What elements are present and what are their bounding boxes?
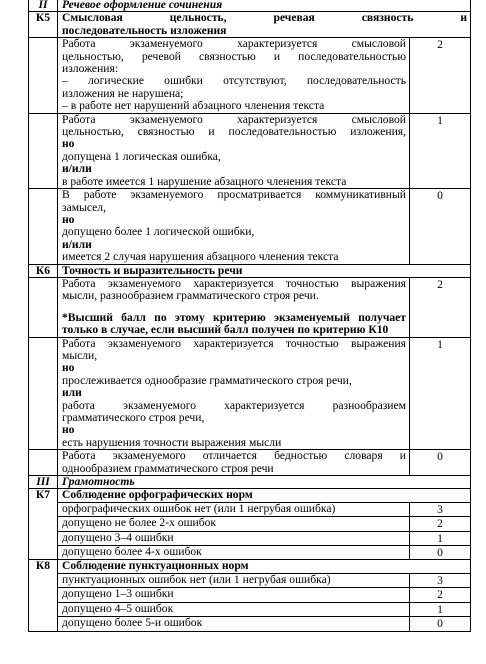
text-line: грамматического строя речи, xyxy=(62,411,205,424)
score-points: 2 xyxy=(410,588,471,602)
text-line: – логические ошибки отсутствуют, последовательность xyxy=(62,74,406,88)
text-line: замысел, xyxy=(62,200,106,214)
score-points: 1 xyxy=(410,113,471,188)
criterion-code: К8 xyxy=(29,560,58,631)
text-line: есть нарушения точности выражения мысли xyxy=(62,435,282,449)
criterion-title: Соблюдение орфографических норм xyxy=(58,489,471,502)
note-line: *Высший балл по этому критерию экзаменуемый получает xyxy=(62,310,406,324)
score-row xyxy=(29,573,471,587)
score-description xyxy=(58,38,410,113)
score-points: 2 xyxy=(410,517,471,531)
criterion-header-row xyxy=(29,264,471,277)
score-description: допущено не более 2-х ошибок xyxy=(58,517,410,531)
connector-word: но xyxy=(62,361,75,375)
criterion-header-row xyxy=(29,489,471,502)
text-line: Работа экзаменуемого характеризуется смысловой xyxy=(62,37,406,51)
score-points: 1 xyxy=(410,337,471,450)
score-row xyxy=(29,337,471,450)
criterion-header-row xyxy=(29,560,471,573)
empty-cell xyxy=(29,113,58,188)
text-line: прослеживается однообразие грамматического строя речи, xyxy=(62,373,352,387)
criterion-title: Соблюдение пунктуационных норм xyxy=(58,560,471,573)
connector-word: но xyxy=(62,423,75,437)
score-row xyxy=(29,277,471,337)
criterion-code: К6 xyxy=(29,264,58,277)
score-description xyxy=(58,277,410,337)
criterion-code: К5 xyxy=(29,12,58,38)
connector-word: но xyxy=(62,212,75,226)
text-line: изложения: xyxy=(62,62,119,76)
criterion-title xyxy=(58,12,471,38)
score-points: 2 xyxy=(410,277,471,337)
score-points: 0 xyxy=(410,617,471,631)
score-points: 2 xyxy=(410,38,471,113)
score-row xyxy=(29,617,471,631)
score-points: 0 xyxy=(410,450,471,476)
score-row xyxy=(29,588,471,602)
empty-cell xyxy=(29,450,58,476)
text-line: допущена 1 логическая ошибка, xyxy=(62,149,221,163)
connector-word: но xyxy=(62,137,75,151)
score-description: пунктуационных ошибок нет (или 1 негрубая ошибка) xyxy=(58,573,410,587)
score-description xyxy=(58,113,410,188)
text-line: В работе экзаменуемого просматривается коммуникативный xyxy=(62,188,406,202)
text-line: допущено более 1 логической ошибки, xyxy=(62,225,255,239)
score-row xyxy=(29,602,471,616)
text-line: – в работе нет нарушений абзацного членения текста xyxy=(62,99,325,113)
score-description: допущено более 4-х ошибок xyxy=(58,546,410,560)
score-row xyxy=(29,517,471,531)
empty-cell xyxy=(29,337,58,450)
connector-word: и/или xyxy=(62,162,92,176)
text-line: Работа экзаменуемого отличается бедностью словаря и xyxy=(62,449,406,463)
score-description: допущено более 5-и ошибок xyxy=(58,617,410,631)
score-row xyxy=(29,531,471,545)
connector-word: и/или xyxy=(62,237,92,251)
score-row xyxy=(29,546,471,560)
criterion-title: Точность и выразительность речи xyxy=(58,264,471,277)
score-points: 3 xyxy=(410,502,471,516)
score-description: допущено 1–3 ошибки xyxy=(58,588,410,602)
score-description: допущено 4–5 ошибок xyxy=(58,602,410,616)
score-row xyxy=(29,113,471,188)
text-line: цельностью, речевой связностью и последовательностью xyxy=(62,49,406,63)
score-row xyxy=(29,450,471,476)
score-description xyxy=(58,450,410,476)
section-title: Грамотность xyxy=(58,476,471,489)
score-points: 1 xyxy=(410,602,471,616)
section-code: III xyxy=(29,476,58,489)
section-title: Речевое оформление сочинения xyxy=(58,0,471,12)
text-line: в работе имеется 1 нарушение абзацного членения текста xyxy=(62,174,347,188)
criterion-title-line: последовательность изложения xyxy=(62,23,227,37)
empty-cell xyxy=(29,189,58,264)
text-line: мысли, разнообразием грамматического строя речи. xyxy=(62,289,319,303)
score-points: 0 xyxy=(410,546,471,560)
section-code: II xyxy=(29,0,58,12)
score-points: 1 xyxy=(410,531,471,545)
score-row xyxy=(29,502,471,516)
score-row xyxy=(29,38,471,113)
text-line: Работа экзаменуемого характеризуется точностью выражения xyxy=(62,336,406,350)
criterion-code: К7 xyxy=(29,489,58,560)
empty-cell xyxy=(29,277,58,337)
score-description: орфографических ошибок нет (или 1 негрубая ошибка) xyxy=(58,502,410,516)
criterion-title-line: Смысловая цельность, речевая связность и xyxy=(62,11,468,25)
text-line: мысли, xyxy=(62,348,98,362)
criterion-header-row xyxy=(29,12,471,38)
text-line: однообразием грамматического строя речи xyxy=(62,461,274,475)
note-line: только в случае, если высший балл получен по критерию К10 xyxy=(62,323,389,337)
score-points: 0 xyxy=(410,189,471,264)
section-row xyxy=(29,0,471,12)
criteria-table xyxy=(28,0,471,632)
score-row xyxy=(29,189,471,264)
score-description xyxy=(58,189,410,264)
connector-word: или xyxy=(62,386,82,400)
score-description: допущено 3–4 ошибки xyxy=(58,531,410,545)
empty-cell xyxy=(29,38,58,113)
text-line: работа экзаменуемого характеризуется разнообразием xyxy=(62,398,406,412)
text-line: изложения не нарушена; xyxy=(62,86,184,100)
text-line: Работа экзаменуемого характеризуется точностью выражения xyxy=(62,276,406,290)
text-line: имеется 2 случая нарушения абзацного членения текста xyxy=(62,250,339,264)
text-line: цельностью, связностью и последовательностью изложения, xyxy=(62,125,406,139)
score-description xyxy=(58,337,410,450)
text-line: Работа экзаменуемого характеризуется смысловой xyxy=(62,112,406,126)
score-points: 3 xyxy=(410,573,471,587)
section-row xyxy=(29,476,471,489)
